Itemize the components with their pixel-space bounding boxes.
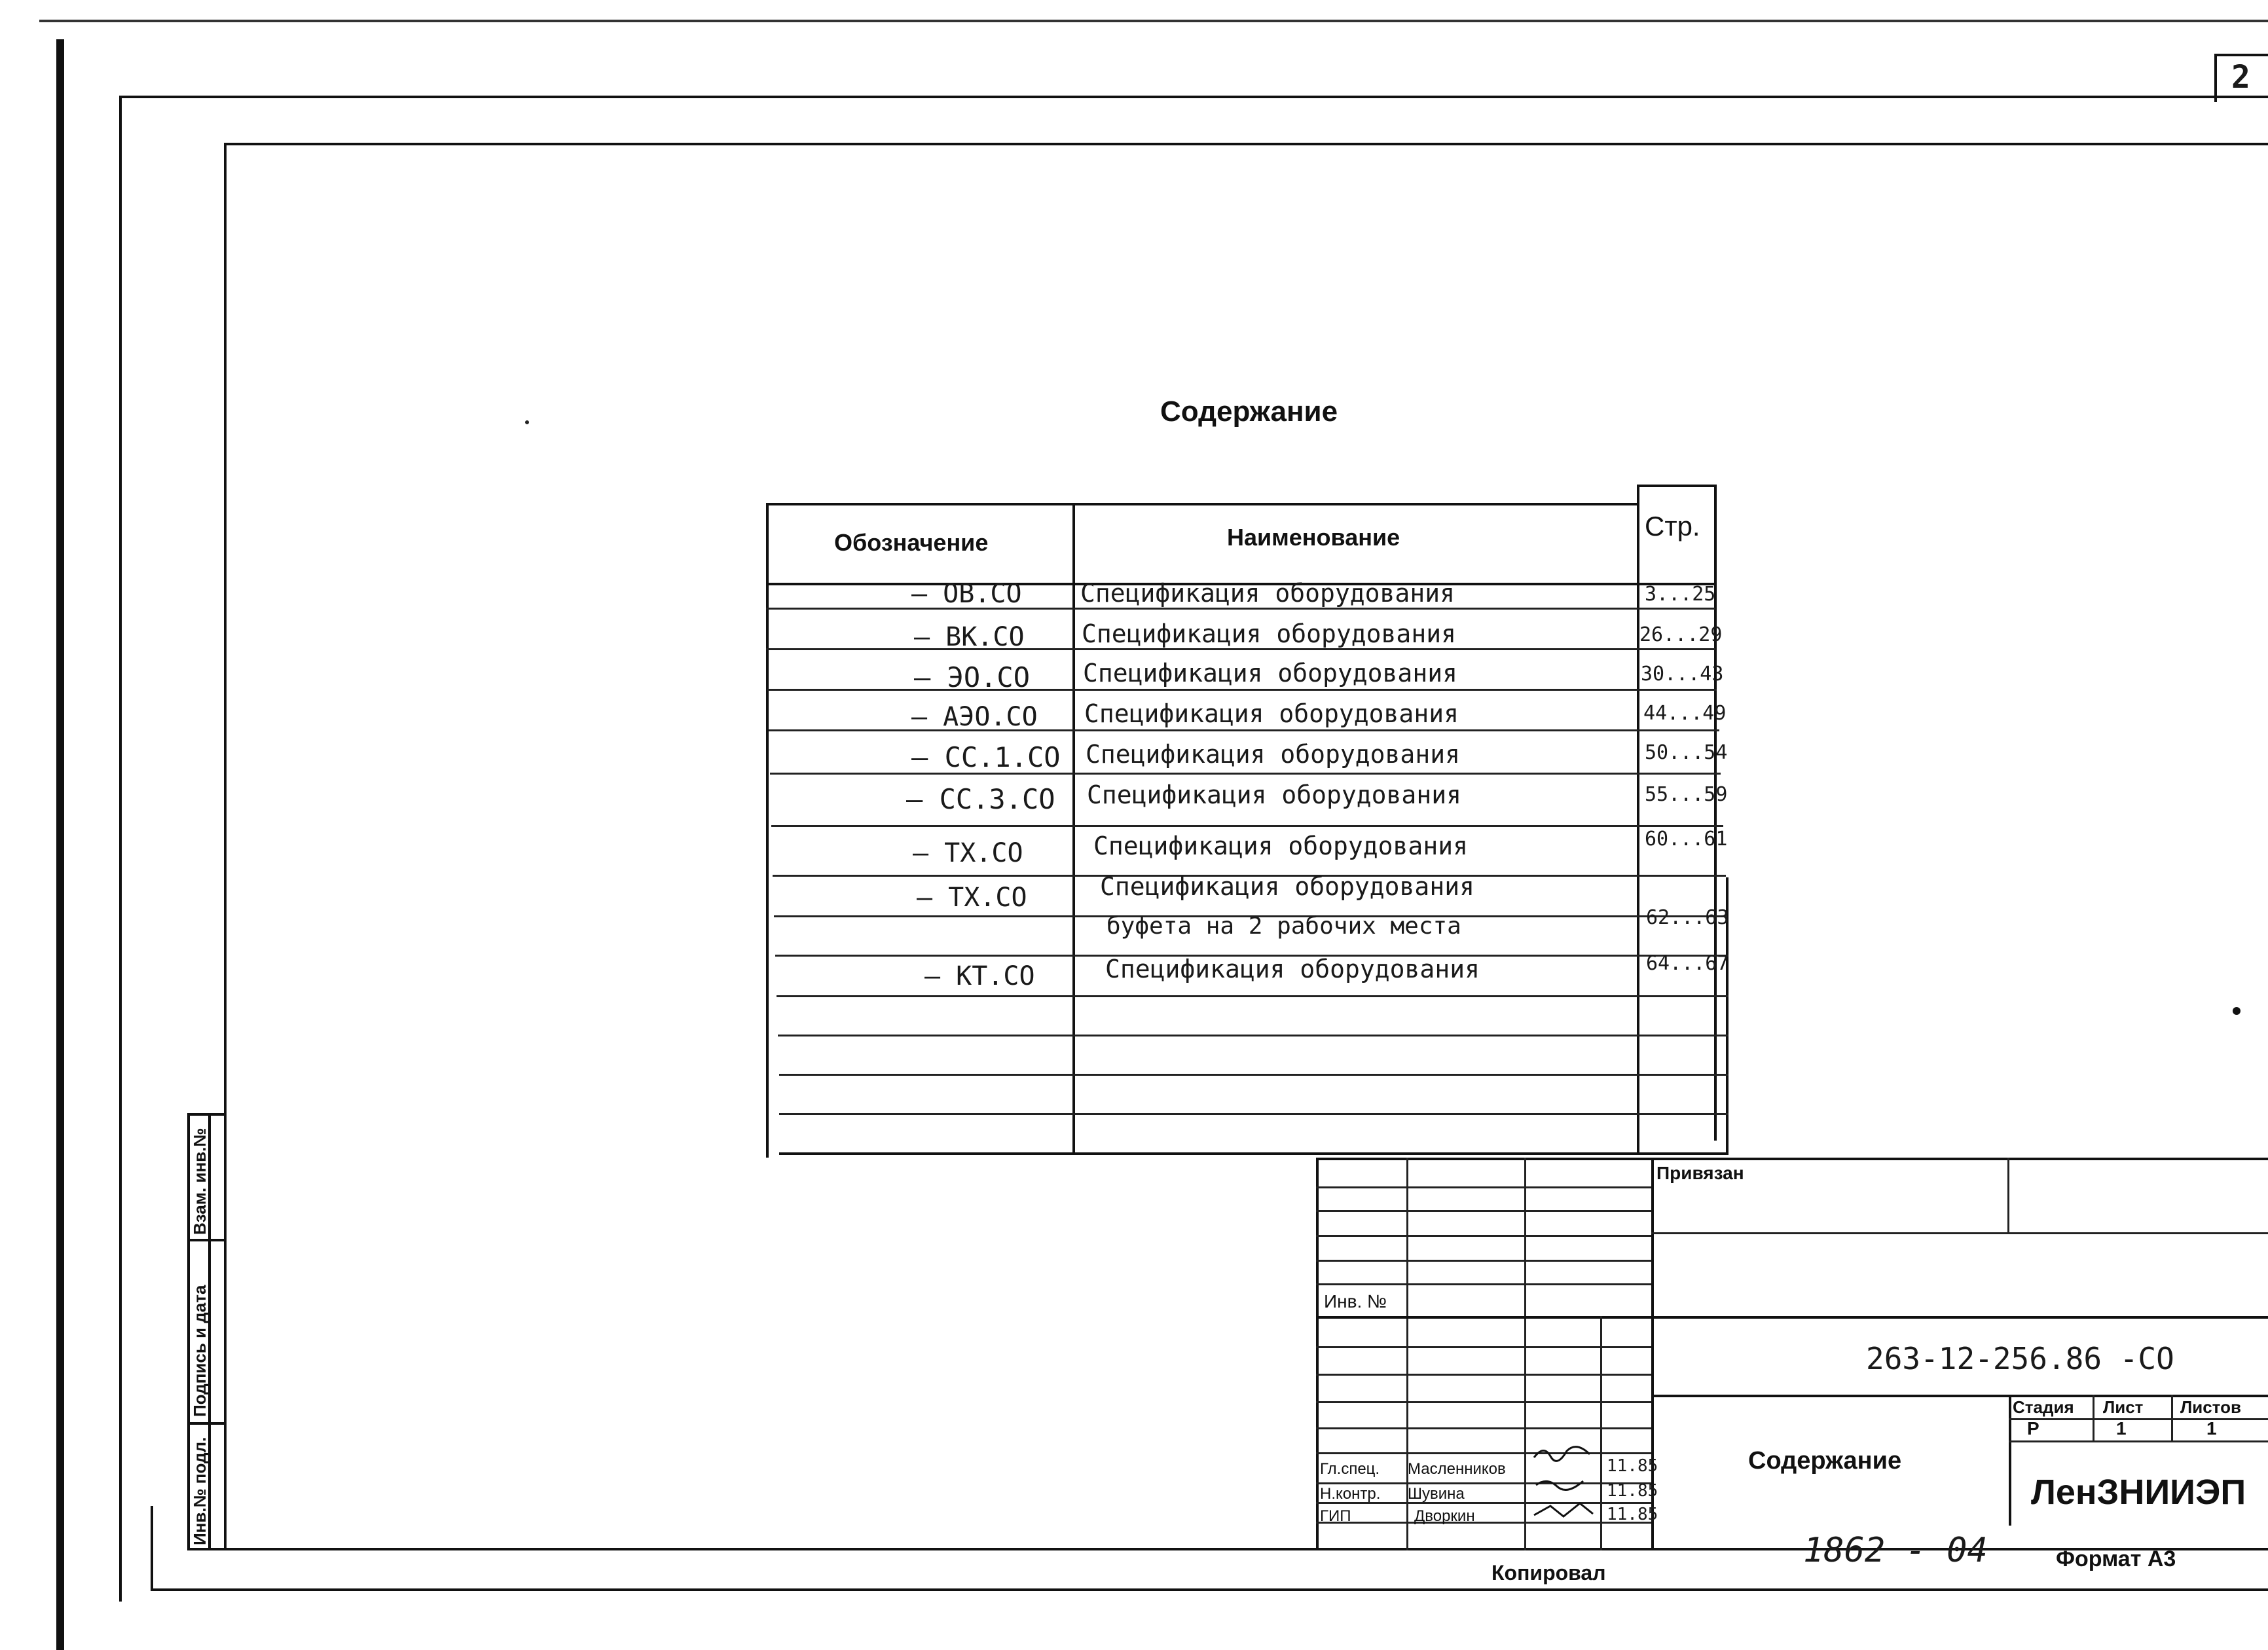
scan-left-edge [56,39,64,1650]
side-stamp-vzam-inv: Взам. инв.№ [190,1128,210,1235]
privyazan-label: Привязан [1656,1163,1744,1183]
row-name: Спецификация оборудования [1080,579,1455,608]
header-designation: Обозначение [834,529,989,556]
outer-frame-left [119,96,122,1602]
tb-stage-row [2009,1418,2268,1420]
organization-name: ЛенЗНИИЭП [2031,1473,2246,1512]
row-pages: 50...54 [1645,741,1728,764]
tb-main-top [1316,1316,2268,1319]
row-name-continued: буфета на 2 рабочих места [1107,913,1461,940]
sheets-value: 1 [2206,1418,2217,1439]
row-name: Спецификация оборудования [1087,780,1461,809]
sheet-number-box-top [2214,54,2268,56]
row-code: — СС.3.СО [906,783,1055,815]
row-name: Спецификация оборудования [1093,832,1468,860]
inner-frame-left [224,143,227,1549]
header-name: Наименование [1227,524,1400,551]
row-pages: 3...25 [1645,583,1716,606]
page-title: Содержание [1160,395,1338,428]
sheet-number-box-left [2214,54,2217,102]
tb-stage-row [2009,1440,2268,1442]
row-code: — ОВ.СО [911,579,1022,609]
row-pages: 60...61 [1645,828,1728,851]
sheet-header: Лист [2103,1397,2144,1417]
signer-name: Шувина [1408,1485,1465,1503]
sheets-header: Листов [2180,1397,2241,1417]
table-top-left [766,503,1637,505]
scan-top-edge [39,20,2268,22]
row-code: — АЭО.СО [911,702,1038,732]
side-stamp-divider [187,1422,224,1425]
outer-frame-left-lower [151,1506,153,1591]
row-code: — КТ.СО [924,961,1035,991]
signer-date: 11.85 [1607,1456,1658,1476]
inv-label: Инв. № [1324,1291,1387,1311]
row-code: — ВК.СО [914,622,1025,652]
row-line [779,1113,1728,1115]
side-stamp-divider [187,1239,224,1241]
row-line [766,608,1715,610]
row-name: Спецификация оборудования [1083,659,1457,688]
row-name: Спецификация оборудования [1082,619,1456,648]
scan-speck [525,420,529,424]
format-label: Формат А3 [2056,1547,2176,1571]
stage-header: Стадия [2013,1397,2074,1417]
signer-role: ГИП [1320,1507,1351,1525]
tb-stage-left [2009,1395,2011,1526]
row-pages: 44...49 [1643,702,1727,725]
row-name: Спецификация оборудования [1084,699,1459,728]
tb-col [1524,1158,1526,1550]
tb-row [1316,1186,1651,1188]
tb-upper-top [1316,1158,2268,1160]
tb-row [1316,1210,1651,1212]
row-name: Спецификация оборудования [1105,955,1480,983]
row-pages: 62...63 [1646,906,1729,929]
signer-name: Дворкин [1414,1507,1475,1525]
tb-code-bottom [1651,1395,2268,1397]
row-pages: 26...29 [1639,623,1723,646]
side-stamp-top [187,1113,224,1116]
side-stamp-inv-podl: Инв.№ подл. [190,1437,210,1545]
row-code: — ТХ.СО [913,838,1023,868]
table-bottom-border [779,1152,1728,1155]
tb-row [1316,1235,1651,1237]
row-code: — ТХ.СО [917,883,1027,913]
header-pages: Стр. [1645,511,1700,541]
signer-date: 11.85 [1607,1481,1658,1501]
signer-date: 11.85 [1607,1505,1658,1524]
row-pages: 30...43 [1641,663,1724,686]
signer-role: Гл.спец. [1320,1460,1380,1478]
sheet-value: 1 [2116,1418,2127,1439]
row-line [778,1035,1728,1036]
sheet-name: Содержание [1748,1447,1902,1475]
tb-row [1316,1260,1651,1262]
tb-stage-col [2093,1395,2094,1440]
row-name: Спецификация оборудования [1100,872,1474,901]
signer-name: Масленников [1408,1460,1506,1478]
column-divider-1 [1072,503,1075,1155]
row-name: Спецификация оборудования [1086,740,1460,769]
table-left-border [766,503,769,1158]
row-line [766,648,1715,650]
scan-speck [2233,1007,2241,1015]
row-code: — СС.1.СО [911,741,1061,773]
row-pages: 55...59 [1645,783,1728,806]
row-line [771,825,1723,827]
stage-value: Р [2027,1418,2039,1439]
outer-frame-top [119,96,2268,98]
tb-col [2007,1158,2009,1234]
tb-col-date [1600,1316,1602,1550]
row-line [767,689,1717,691]
tb-row [1316,1283,1651,1285]
signer-role: Н.контр. [1320,1485,1381,1503]
handwritten-archive-number: 1862 - 04 [1803,1531,1988,1570]
table-top-right [1637,485,1714,487]
tb-left [1316,1158,1319,1550]
row-line [777,995,1728,997]
copied-label: Копировал [1491,1561,1606,1585]
outer-frame-bottom [151,1588,2268,1591]
row-pages: 64...67 [1646,952,1729,975]
tb-row [1651,1232,2268,1234]
sheet-number: 2 [2231,59,2250,96]
side-stamp-signature-date: Подпись и дата [190,1285,210,1417]
document-code: 263-12-256.86 -СО [1866,1341,2174,1376]
row-code: — ЭО.СО [914,661,1031,693]
tb-stage-col [2171,1395,2173,1440]
row-line [779,1074,1728,1076]
signature-scribble [1531,1438,1596,1530]
inner-frame-top [224,143,2268,145]
